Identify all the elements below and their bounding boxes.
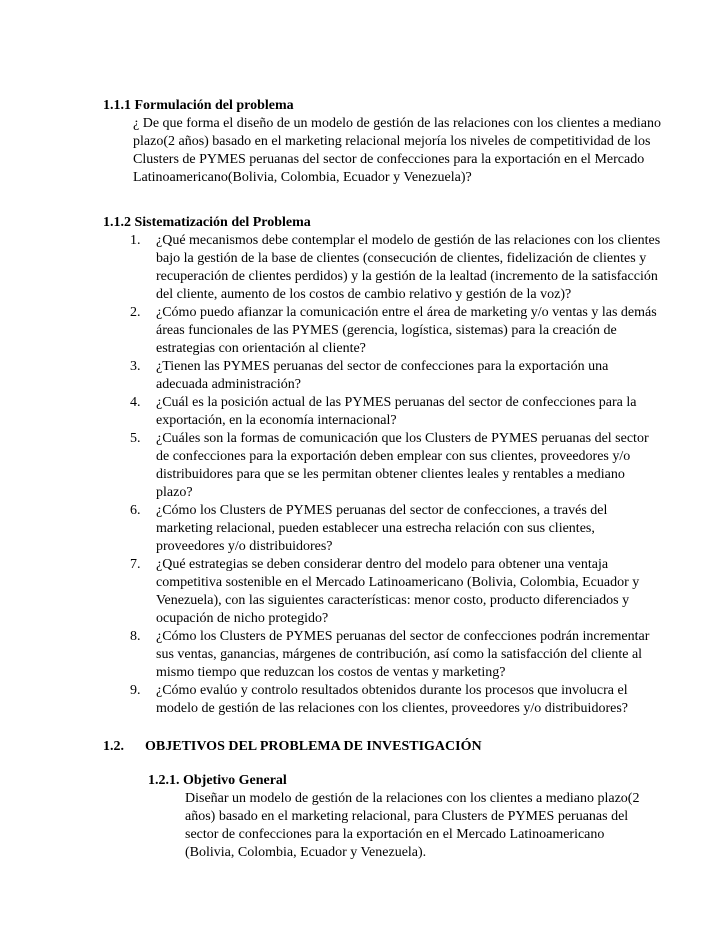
list-item-number: 2. [130,305,141,320]
list-item-number: 8. [130,629,141,644]
list-item-text: ¿Qué estrategias se deben considerar dentro del modelo para obtener una ventaja competitiva sostenible en el Mercado Latinoamericano (Bolivia, Colombia, Ecuador y Venezuela), con las siguientes características: menor costo, producto diferenciados y ocupación de nicho protegido? [156,557,640,626]
section-heading: 1.1.2 Sistematización del Problema [103,215,311,230]
list-item-text: ¿Cuáles son la formas de comunicación que los Clusters de PYMES peruanas del sector de confecciones para la exportación deben emplear con sus clientes, proveedores y/o distribuidores para que se les permitan obtener clientes leales y rentables a mediano plazo? [156,431,649,500]
list-item [103,556,663,628]
section-heading: 1.2.1. Objetivo General [148,773,287,788]
list-item [103,682,663,718]
section-formulacion [103,97,663,187]
list-item-number: 7. [130,557,141,572]
list-item [103,394,663,430]
list-item-number: 4. [130,395,141,410]
list-item-text: ¿Tienen las PYMES peruanas del sector de confecciones para la exportación una adecuada administración? [156,359,609,392]
list-item-number: 3. [130,359,141,374]
list-item-number: 5. [130,431,141,446]
section-heading: 1.1.1 Formulación del problema [103,98,294,113]
list-item-number: 1. [130,233,141,248]
list-item [103,232,663,304]
list-item-text: ¿Cuál es la posición actual de las PYMES peruanas del sector de confecciones para la exportación, en la economía internacional? [156,395,637,428]
list-item [103,304,663,358]
question-list [103,232,663,718]
section-paragraph: Diseñar un modelo de gestión de la relaciones con los clientes a mediano plazo(2 años) basado en el marketing relacional, para Clusters de PYMES peruanas del sector de confecciones para la exportación en el Mercado Latinoamericano (Bolivia, Colombia, Ecuador y Venezuela). [185,791,640,860]
section-number: 1.2. [103,739,124,754]
list-item-text: ¿Cómo puedo afianzar la comunicación entre el área de marketing y/o ventas y las demás áreas funcionales de las PYMES (gerencia, logística, sistemas) para la creación de estrategias con orientación al cliente? [156,305,657,356]
list-item-text: ¿Qué mecanismos debe contemplar el modelo de gestión de las relaciones con los clientes bajo la gestión de la base de clientes (consecución de clientes, fidelización de clientes y recuperación de clientes perdidos) y la gestión de la lealtad (incremento de la satisfacción del cliente, aumento de los costos de cambio relativo y gestión de la voz)? [156,233,661,302]
section-sistematizacion [103,214,663,718]
list-item-number: 9. [130,683,141,698]
list-item [103,358,663,394]
list-item [103,430,663,502]
list-item [103,502,663,556]
section-objetivo-general [148,772,648,862]
list-item-number: 6. [130,503,141,518]
list-item-text: ¿Cómo los Clusters de PYMES peruanas del sector de confecciones, a través del marketing relacional, pueden establecer una estrecha relación con sus clientes, proveedores y/o distribuidores? [156,503,608,554]
section-title: OBJETIVOS DEL PROBLEMA DE INVESTIGACIÓN [145,739,482,754]
list-item [103,628,663,682]
list-item-text: ¿Cómo evalúo y controlo resultados obtenidos durante los procesos que involucra el modelo de gestión de las relaciones con los clientes, proveedores y/o distribuidores? [156,683,628,716]
list-item-text: ¿Cómo los Clusters de PYMES peruanas del sector de confecciones podrán incrementar sus ventas, ganancias, márgenes de contribución, así como la satisfacción del cliente al mismo tiempo que reduzcan los costos de ventas y marketing? [156,629,650,680]
section-paragraph: ¿ De que forma el diseño de un modelo de gestión de las relaciones con los clientes a mediano plazo(2 años) basado en el marketing relacional mejoría los niveles de competitividad de los Clusters de PYMES peruanas del sector de confecciones para la exportación en el Mercado Latinoamericano(Bolivia, Colombia, Ecuador y Venezuela)? [133,116,661,185]
